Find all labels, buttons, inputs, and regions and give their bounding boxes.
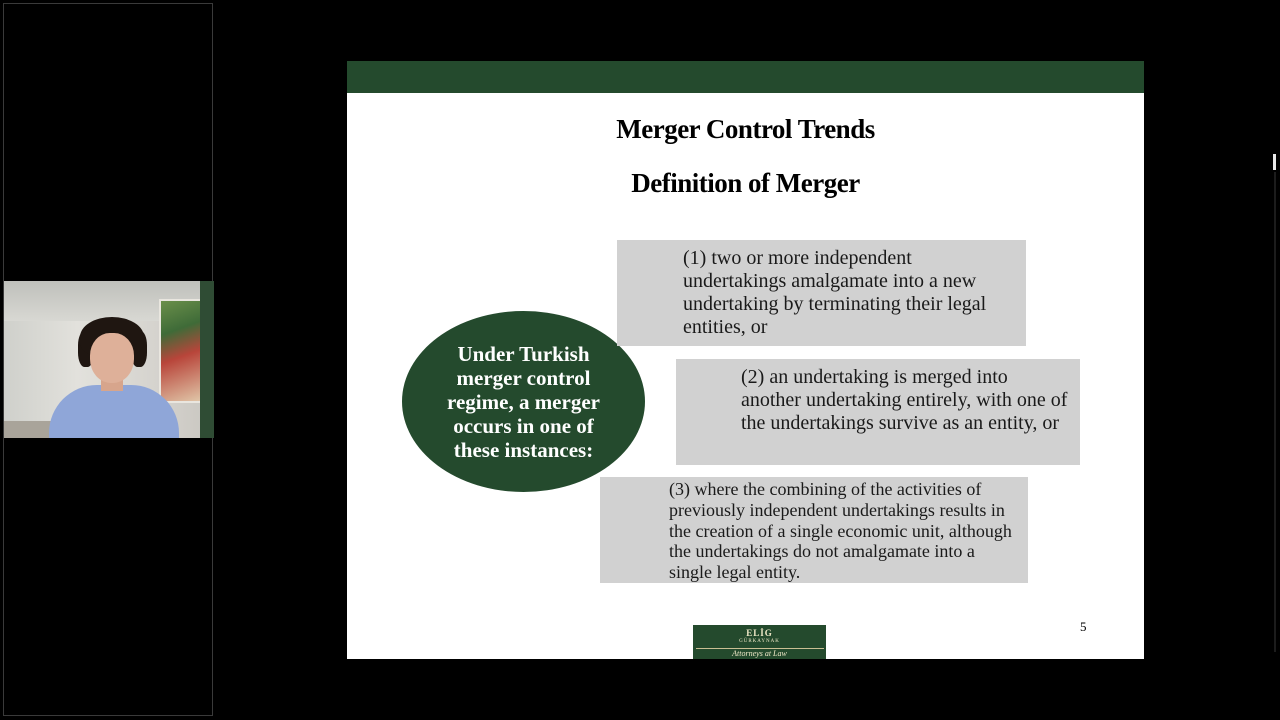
merger-instance-box-2 xyxy=(676,359,1080,465)
scroll-thumb[interactable] xyxy=(1273,154,1276,170)
speaker-face xyxy=(90,333,134,383)
participant-video-tile[interactable] xyxy=(4,281,214,438)
logo-line-3: Attorneys at Law xyxy=(732,649,787,658)
slide-page-number: 5 xyxy=(1080,619,1087,634)
merger-instance-text-3: (3) where the combining of the activities of previously independent undertakings results in the creation of a single economic unit, although the undertakings do not amalgamate into a single legal entity. xyxy=(669,479,1012,583)
slide-subtitle: Definition of Merger xyxy=(631,168,860,198)
scroll-track[interactable] xyxy=(1274,172,1276,652)
logo-line-2: GÜRKAYNAK xyxy=(739,639,780,644)
oval-text: Under Turkish merger control regime, a merger occurs in one of these instances: xyxy=(447,341,600,462)
logo-line-1: ELİG xyxy=(746,628,773,638)
merger-instance-text-2: (2) an undertaking is merged into another undertaking entirely, with one of the undertakings survive as an entity, or xyxy=(741,366,1068,434)
merger-instance-box-1 xyxy=(617,240,1026,346)
slide-title: Merger Control Trends xyxy=(616,114,875,144)
merger-regime-oval xyxy=(402,311,645,492)
merger-instance-box-3 xyxy=(600,477,1028,583)
wall-painting-edge xyxy=(200,281,214,438)
wall-painting xyxy=(159,299,203,403)
merger-instance-text-1: (1) two or more independent undertakings amalgamate into a new undertaking by terminating their legal entities, or xyxy=(683,247,987,338)
slide-header-bar xyxy=(347,61,1144,93)
presentation-slide xyxy=(347,61,1144,659)
firm-logo xyxy=(693,625,826,659)
